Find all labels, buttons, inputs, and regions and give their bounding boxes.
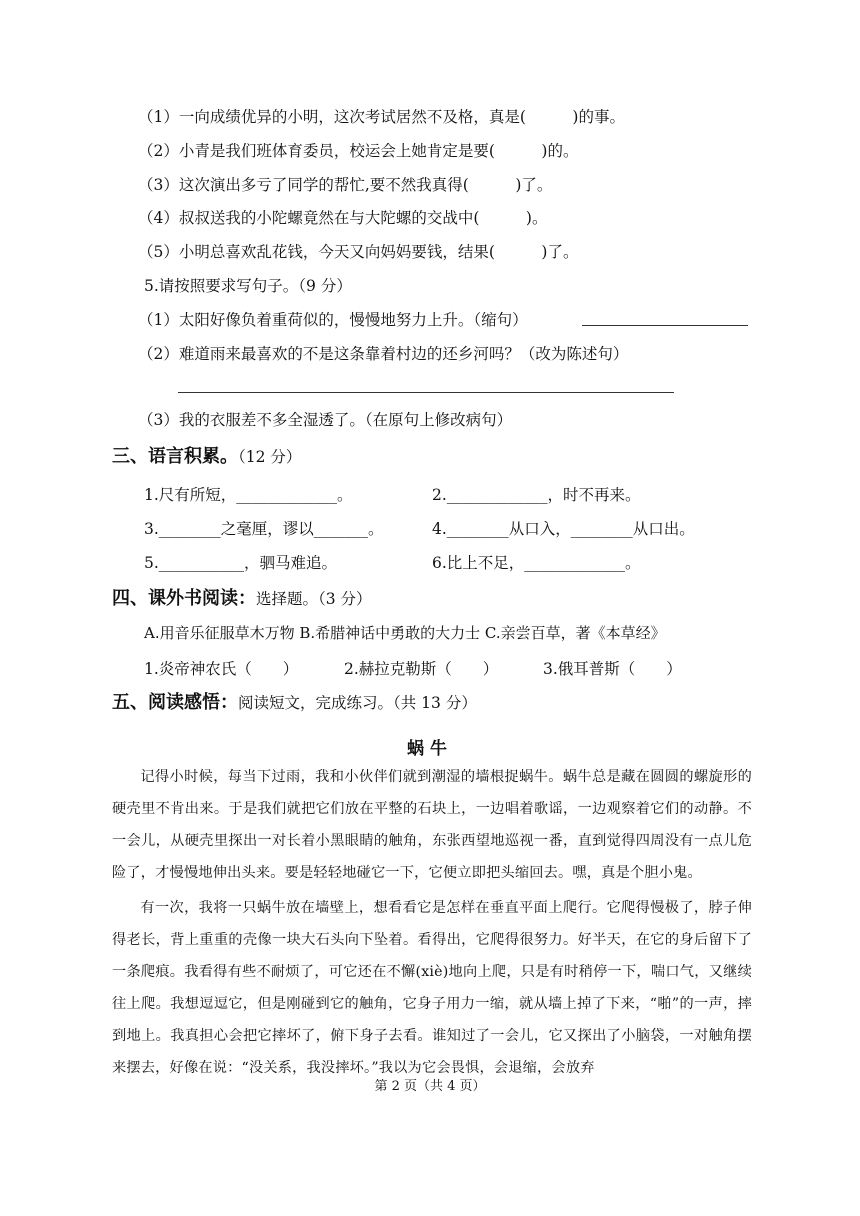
q4-item-1: （1）一向成绩优异的小明，这次考试居然不及格，真是( )的事。 <box>138 108 625 126</box>
q5-item-2: （2）难道雨来最喜欢的不是这条靠着村边的还乡河吗？（改为陈述句） <box>138 345 629 363</box>
section-3-title: 三、语言积累。 <box>112 446 238 467</box>
section-5-heading <box>112 691 477 715</box>
section-4-heading <box>112 587 372 611</box>
s3-item-3: 3.________之毫厘，谬以_______。 <box>144 520 384 538</box>
s3-item-5: 5.___________，驷马难追。 <box>144 554 338 572</box>
s4-item-3: 3.俄耳普斯（ ） <box>543 660 682 678</box>
s3-item-1: 1.尺有所短，_____________。 <box>144 486 353 504</box>
section-3-score: （12 分） <box>238 448 302 466</box>
answer-line[interactable] <box>178 392 674 393</box>
section-3-heading <box>112 445 301 469</box>
q5-title: 5.请按照要求写句子。（9 分） <box>144 277 352 295</box>
q4-item-4: （4）叔叔送我的小陀螺竟然在与大陀螺的交战中( )。 <box>138 209 548 227</box>
passage-paragraph-1: 记得小时候，每当下过雨，我和小伙伴们就到潮湿的墙根捉蜗牛。蜗牛总是藏在圆圆的螺旋形的硬壳里不肯出来。于是我们就把它们放在平整的石块上，一边唱着歌谣，一边观察着它们的动静。不一会儿，从硬壳里探出一对长着小黑眼睛的触角，东张西望地巡视一番，直到觉得四周没有一点儿危险了，才慢慢地伸出头来。要是轻轻地碰它一下，它便立即把头缩回去。嘿，真是个胆小鬼。 <box>112 769 752 881</box>
page-footer: 第 2 页（共 4 页） <box>374 1079 486 1094</box>
s3-item-4: 4.________从口入，________从口出。 <box>432 520 695 538</box>
q4-item-3: （3）这次演出多亏了同学的帮忙,要不然我真得( )了。 <box>138 176 553 194</box>
q4-item-2: （2）小青是我们班体育委员，校运会上她肯定是要( )的。 <box>138 142 579 160</box>
q5-item-3: （3）我的衣服差不多全湿透了。（在原句上修改病句） <box>138 411 513 429</box>
section-5-rest: 阅读短文，完成练习。（共 13 分） <box>238 694 477 712</box>
passage-paragraph-2: 有一次，我将一只蜗牛放在墙壁上，想看看它是怎样在垂直平面上爬行。它爬得慢极了，脖子伸得老长，背上重重的壳像一块大石头向下坠着。看得出，它爬得很努力。好半天，在它的身后留下了一条爬痕。我看得有些不耐烦了，可它还在不懈(xiè)地向上爬，只是有时稍停一下，喘口气，又继续往上爬。我想逗逗它，但是刚碰到它的触角，它身子用力一缩，就从墙上掉了下来，“啪”的一声，摔到地上。我真担心会把它摔坏了，俯下身子去看。谁知过了一会儿，它又探出了小脑袋，一对触角摆来摆去，好像在说：“没关系，我没摔坏。”我以为它会畏惧，会退缩，会放弃 <box>112 900 752 1076</box>
s4-options: A.用音乐征服草木万物 B.希腊神话中勇敢的大力士 C.亲尝百草，著《本草经》 <box>144 624 666 642</box>
section-5-title: 五、阅读感悟： <box>112 692 238 713</box>
q4-item-5: （5）小明总喜欢乱花钱，今天又向妈妈要钱，结果( )了。 <box>138 243 579 261</box>
answer-line[interactable] <box>582 325 748 326</box>
s3-item-6: 6.比上不足，_____________。 <box>432 554 641 572</box>
s3-item-2: 2._____________，时不再来。 <box>432 486 641 504</box>
s4-item-2: 2.赫拉克勒斯（ ） <box>344 660 499 678</box>
q5-item-1: （1）太阳好像负着重荷似的，慢慢地努力上升。（缩句） <box>138 311 528 329</box>
s4-item-1: 1.炎帝神农氏（ ） <box>144 660 299 678</box>
passage-title: 蜗牛 <box>407 739 453 759</box>
section-4-title: 四、课外书阅读： <box>112 588 256 609</box>
section-4-rest: 选择题。（3 分） <box>256 590 372 608</box>
